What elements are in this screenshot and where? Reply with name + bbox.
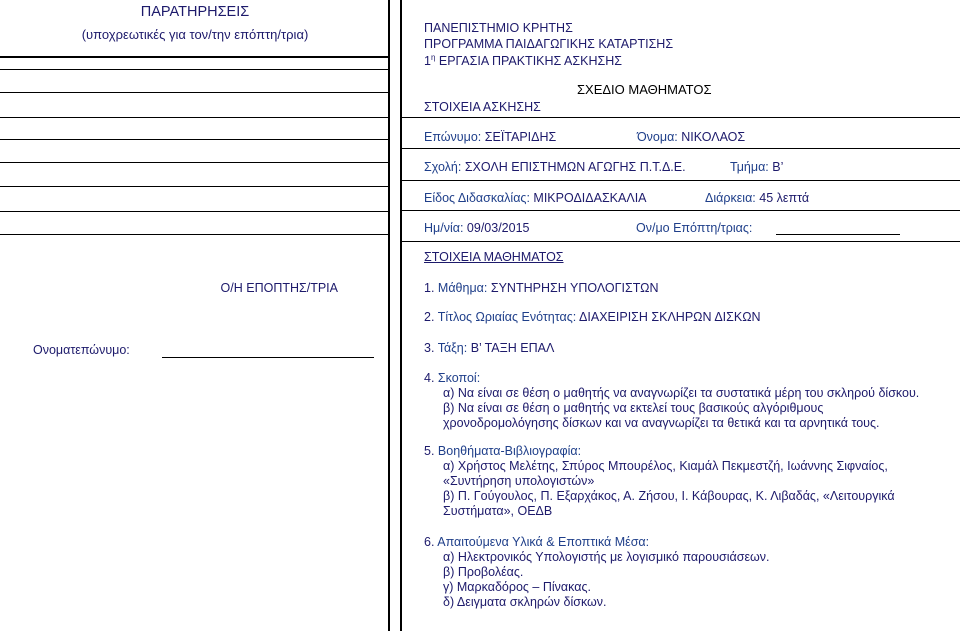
remarks-subtitle: (υποχρεωτικές για τον/την επόπτη/τρια) [81, 27, 309, 42]
lesson-data-heading: ΣΤΟΙΧΕΙΑ ΜΑΘΗΜΑΤΟΣ [424, 250, 564, 264]
remarks-line [0, 92, 388, 93]
bibliography-b-line2: Συστήματα», ΟΕΔΒ [443, 504, 553, 518]
lesson-item-class: 3. Τάξη: Β’ ΤΑΞΗ ΕΠΑΛ [424, 341, 555, 355]
university-name: ΠΑΝΕΠΙΣΤΗΜΙΟ ΚΡΗΤΗΣ [424, 21, 573, 35]
material-c: γ) Μαρκαδόρος – Πίνακας. [443, 580, 591, 594]
lesson-item-bibliography: 5. Βοηθήματα-Βιβλιογραφία: [424, 444, 582, 458]
row-rule [400, 210, 960, 211]
remarks-line [0, 56, 388, 58]
program-name: ΠΡΟΓΡΑΜΜΑ ΠΑΙΔΑΓΩΓΙΚΗΣ ΚΑΤΑΡΤΙΣΗΣ [424, 37, 674, 51]
remarks-line [0, 186, 388, 187]
duration-field: Διάρκεια: 45 λεπτά [705, 191, 810, 205]
exercise-data-heading: ΣΤΟΙΧΕΙΑ ΑΣΚΗΣΗΣ [424, 100, 541, 114]
remarks-line [0, 117, 388, 118]
lesson-item-unit-title: 2. Τίτλος Ωριαίας Ενότητας: ΔΙΑΧΕΙΡΙΣΗ ΣΚΛΗΡΩΝ ΔΙΣΚΩΝ [424, 310, 761, 324]
remarks-line [0, 69, 388, 70]
goal-b-line1: β) Να είναι σε θέση ο μαθητής να εκτελεί τους βασικούς αλγόριθμους [443, 401, 824, 415]
date-field: Ημ/νία: 09/03/2015 [424, 221, 530, 235]
remarks-line [0, 211, 388, 212]
fullname-label: Ονοματεπώνυμο: [33, 343, 130, 357]
remarks-line [0, 139, 388, 140]
goal-a: α) Να είναι σε θέση ο μαθητής να αναγνωρίζει τα συστατικά μέρη του σκληρού δίσκου. [443, 386, 920, 400]
bibliography-b-line1: β) Π. Γούγουλος, Π. Εξαρχάκος, Α. Ζήσου, Ι. Κάβουρας, Κ. Λιβαδάς, «Λειτουργικά [443, 489, 895, 503]
remarks-title: ΠΑΡΑΤΗΡΗΣΕΙΣ [140, 4, 250, 20]
material-b: β) Προβολέας. [443, 565, 524, 579]
row-rule [400, 241, 960, 242]
remarks-panel [0, 0, 390, 631]
department-field: Τμήμα: Β’ [730, 160, 784, 174]
goal-b-line2: χρονοδρομολόγησης δίσκων και να αναγνωρίζει τα θετικά και τα αρνητικά τους. [443, 416, 880, 430]
supervisor-label: Ο/Η ΕΠΟΠΤΗΣ/ΤΡΙΑ [220, 281, 338, 295]
row-rule [400, 117, 960, 118]
plan-title: ΣΧΕΔΙΟ ΜΑΘΗΜΑΤΟΣ [577, 82, 712, 97]
row-rule [400, 148, 960, 149]
lesson-item-materials: 6. Απαιτούμενα Υλικά & Εποπτικά Μέσα: [424, 535, 650, 549]
name-field: Όνομα: ΝΙΚΟΛΑΟΣ [637, 130, 746, 144]
supervisor-name-field: Ον/μο Επόπτη/τριας: [636, 221, 753, 235]
surname-field: Επώνυμο: ΣΕΪΤΑΡΙΔΗΣ [424, 130, 557, 144]
bibliography-a-line2: «Συντήρηση υπολογιστών» [443, 474, 595, 488]
fullname-signature-line [162, 357, 374, 358]
remarks-line [0, 234, 388, 235]
row-rule [400, 180, 960, 181]
remarks-line [0, 162, 388, 163]
lesson-item-goals: 4. Σκοποί: [424, 371, 481, 385]
school-field: Σχολή: ΣΧΟΛΗ ΕΠΙΣΤΗΜΩΝ ΑΓΩΓΗΣ Π.Τ.Δ.Ε. [424, 160, 686, 174]
teaching-type-field: Είδος Διδασκαλίας: ΜΙΚΡΟΔΙΔΑΣΚΑΛΙΑ [424, 191, 647, 205]
material-d: δ) Δειγματα σκληρών δίσκων. [443, 595, 607, 609]
lesson-item-subject: 1. Μάθημα: ΣΥΝΤΗΡΗΣΗ ΥΠΟΛΟΓΙΣΤΩΝ [424, 281, 659, 295]
supervisor-name-line [776, 234, 900, 235]
material-a: α) Ηλεκτρονικός Υπολογιστής με λογισμικό παρουσιάσεων. [443, 550, 770, 564]
bibliography-a-line1: α) Χρήστος Μελέτης, Σπύρος Μπουρέλος, Κιαμάλ Πεκμεστζή, Ιωάννης Σιφναίος, [443, 459, 888, 473]
practice-title: $1^\eta$ ΕΡΓΑΣΙΑ ΠΡΑΚΤΙΚΗΣ ΑΣΚΗΣΗΣ [424, 53, 622, 69]
